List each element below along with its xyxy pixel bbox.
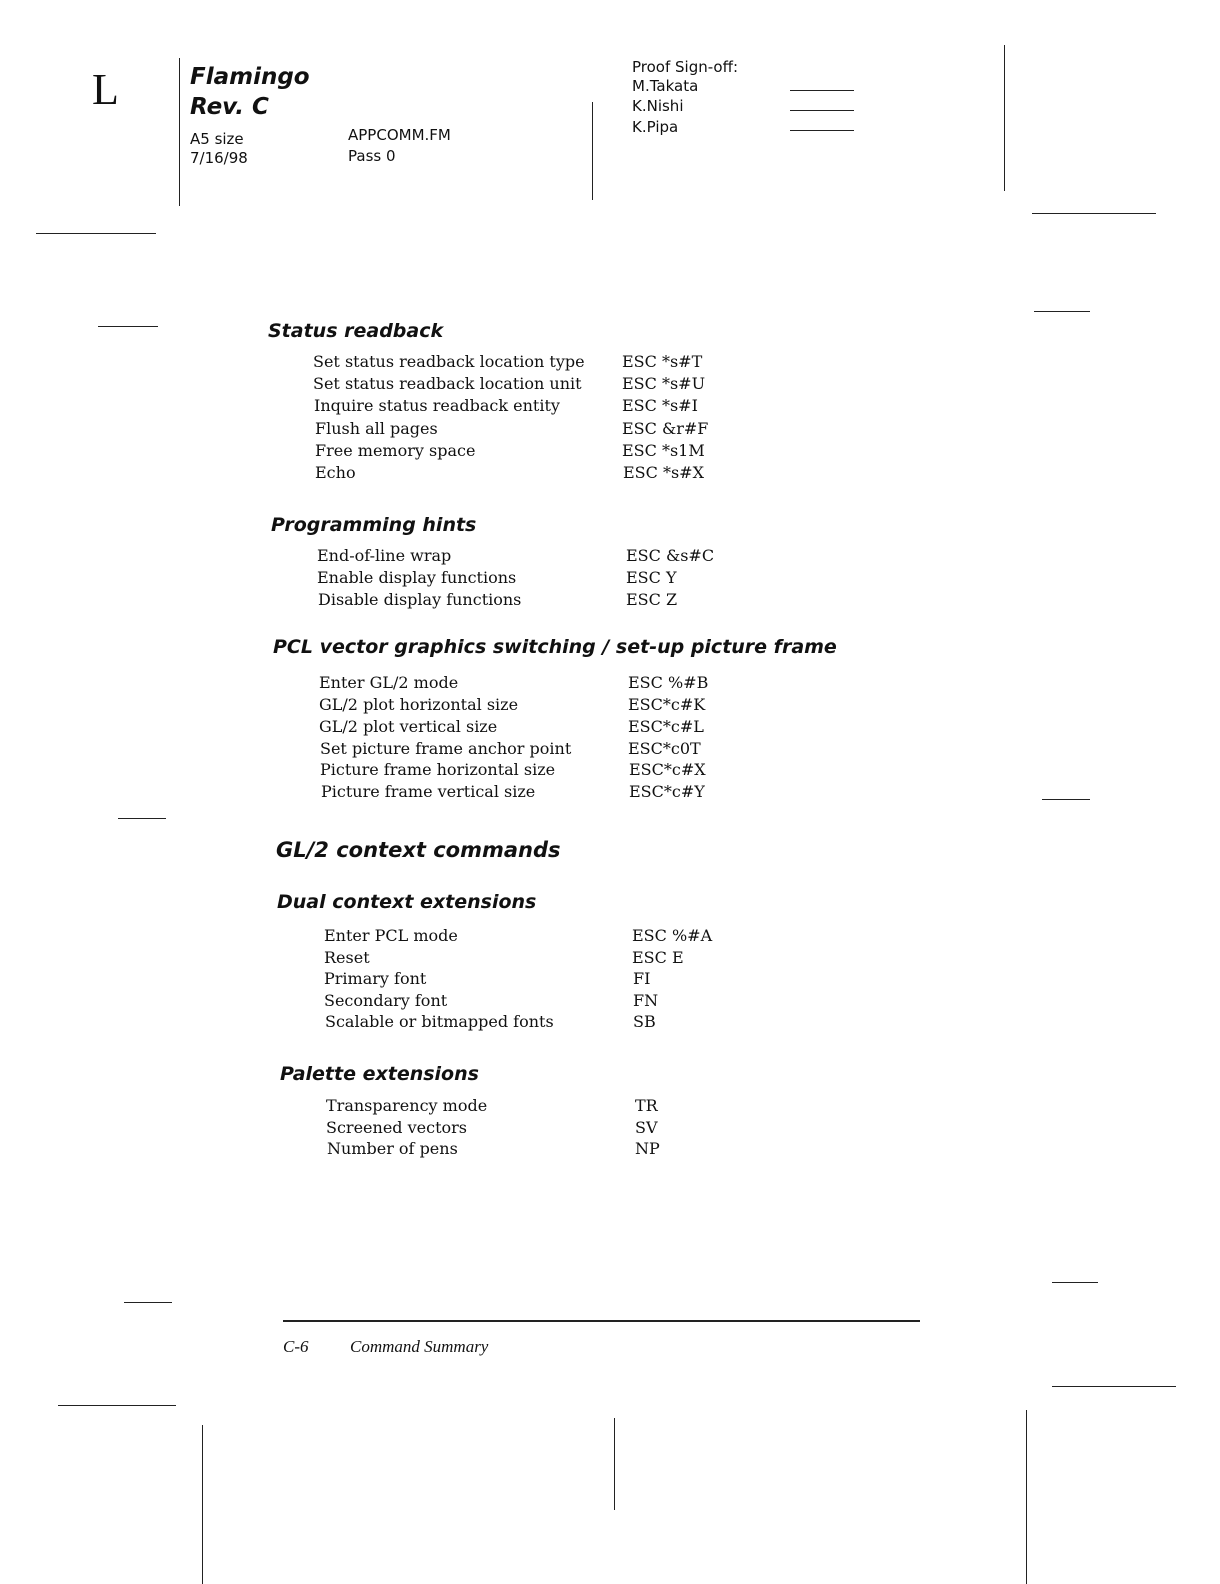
command-code: ESC Z [626,590,678,609]
command-code: ESC Y [626,568,677,587]
command-code: ESC*c0T [628,739,701,758]
command-code: ESC*c#L [628,717,704,736]
page-size: A5 size [190,130,244,148]
corner-letter: L [92,65,119,114]
command-code: FI [633,969,651,988]
command-code: ESC *s#I [622,396,698,415]
signer-1: M.Takata [632,77,699,95]
crop-mark [1034,311,1090,312]
crop-mark [36,233,156,234]
pass-number: Pass 0 [348,147,396,165]
file-name: APPCOMM.FM [348,126,451,144]
command-description: Set status readback location type [313,352,585,371]
crop-mark [1052,1282,1098,1283]
header-left-rule [179,58,180,206]
command-code: ESC *s#T [622,352,703,371]
command-description: Screened vectors [326,1118,467,1137]
proof-signoff-title: Proof Sign-off: [632,58,738,76]
command-description: End-of-line wrap [317,546,452,565]
crop-mark [124,1302,172,1303]
command-code: ESC*c#Y [629,782,705,801]
product-name: Flamingo [190,64,310,90]
command-description: Inquire status readback entity [314,396,560,415]
signature-line-3 [790,130,854,131]
command-code: ESC *s#X [623,463,704,482]
signer-2: K.Nishi [632,97,684,115]
command-description: Enter GL/2 mode [319,673,459,692]
crop-mark [202,1425,203,1584]
command-code: ESC %#A [632,926,713,945]
section-heading-gl2-context-commands: GL/2 context commands [276,838,561,862]
command-code: TR [635,1096,658,1115]
command-description: GL/2 plot vertical size [319,717,498,736]
command-code: ESC &r#F [622,419,709,438]
section-heading-pcl-vector-graphics: PCL vector graphics switching / set-up picture frame [273,636,837,658]
signature-line-2 [790,110,854,111]
command-description: Disable display functions [318,590,522,609]
header-mid-rule [592,102,593,200]
section-heading-dual-context-extensions: Dual context extensions [277,891,537,913]
signer-3: K.Pipa [632,118,679,136]
command-code: ESC*c#X [629,760,706,779]
crop-mark [1042,799,1090,800]
command-description: Free memory space [315,441,476,460]
section-heading-palette-extensions: Palette extensions [280,1063,479,1085]
command-description: Number of pens [327,1139,458,1158]
command-description: Set picture frame anchor point [320,739,572,758]
command-description: Echo [315,463,356,482]
crop-mark [1026,1410,1027,1584]
crop-mark [118,818,166,819]
command-code: FN [633,991,659,1010]
section-heading-programming-hints: Programming hints [271,514,477,536]
command-description: Flush all pages [315,419,438,438]
crop-mark [614,1418,615,1510]
revision: Rev. C [190,94,269,120]
command-description: Enter PCL mode [324,926,458,945]
command-code: ESC *s1M [622,441,705,460]
crop-mark [58,1405,176,1406]
crop-mark [1052,1386,1176,1387]
crop-mark [1032,213,1156,214]
command-description: Picture frame vertical size [321,782,536,801]
footer-rule [283,1320,920,1322]
command-description: Secondary font [324,991,448,1010]
command-description: Picture frame horizontal size [320,760,556,779]
chapter-title: Command Summary [350,1337,489,1356]
command-code: SB [633,1012,656,1031]
command-description: Transparency mode [326,1096,488,1115]
command-code: ESC &s#C [626,546,715,565]
command-code: SV [635,1118,658,1137]
command-code: NP [635,1139,660,1158]
command-description: Primary font [324,969,427,988]
page-number: C-6 [283,1337,309,1356]
crop-mark [98,326,158,327]
command-code: ESC %#B [628,673,709,692]
command-description: Reset [324,948,370,967]
command-description: Enable display functions [317,568,517,587]
signature-line-1 [790,90,854,91]
command-code: ESC *s#U [622,374,706,393]
command-description: Set status readback location unit [313,374,582,393]
doc-date: 7/16/98 [190,149,248,167]
section-heading-status-readback: Status readback [268,320,444,342]
command-description: GL/2 plot horizontal size [319,695,519,714]
header-right-rule [1004,45,1005,191]
command-description: Scalable or bitmapped fonts [325,1012,554,1031]
command-code: ESC E [632,948,684,967]
command-code: ESC*c#K [628,695,706,714]
